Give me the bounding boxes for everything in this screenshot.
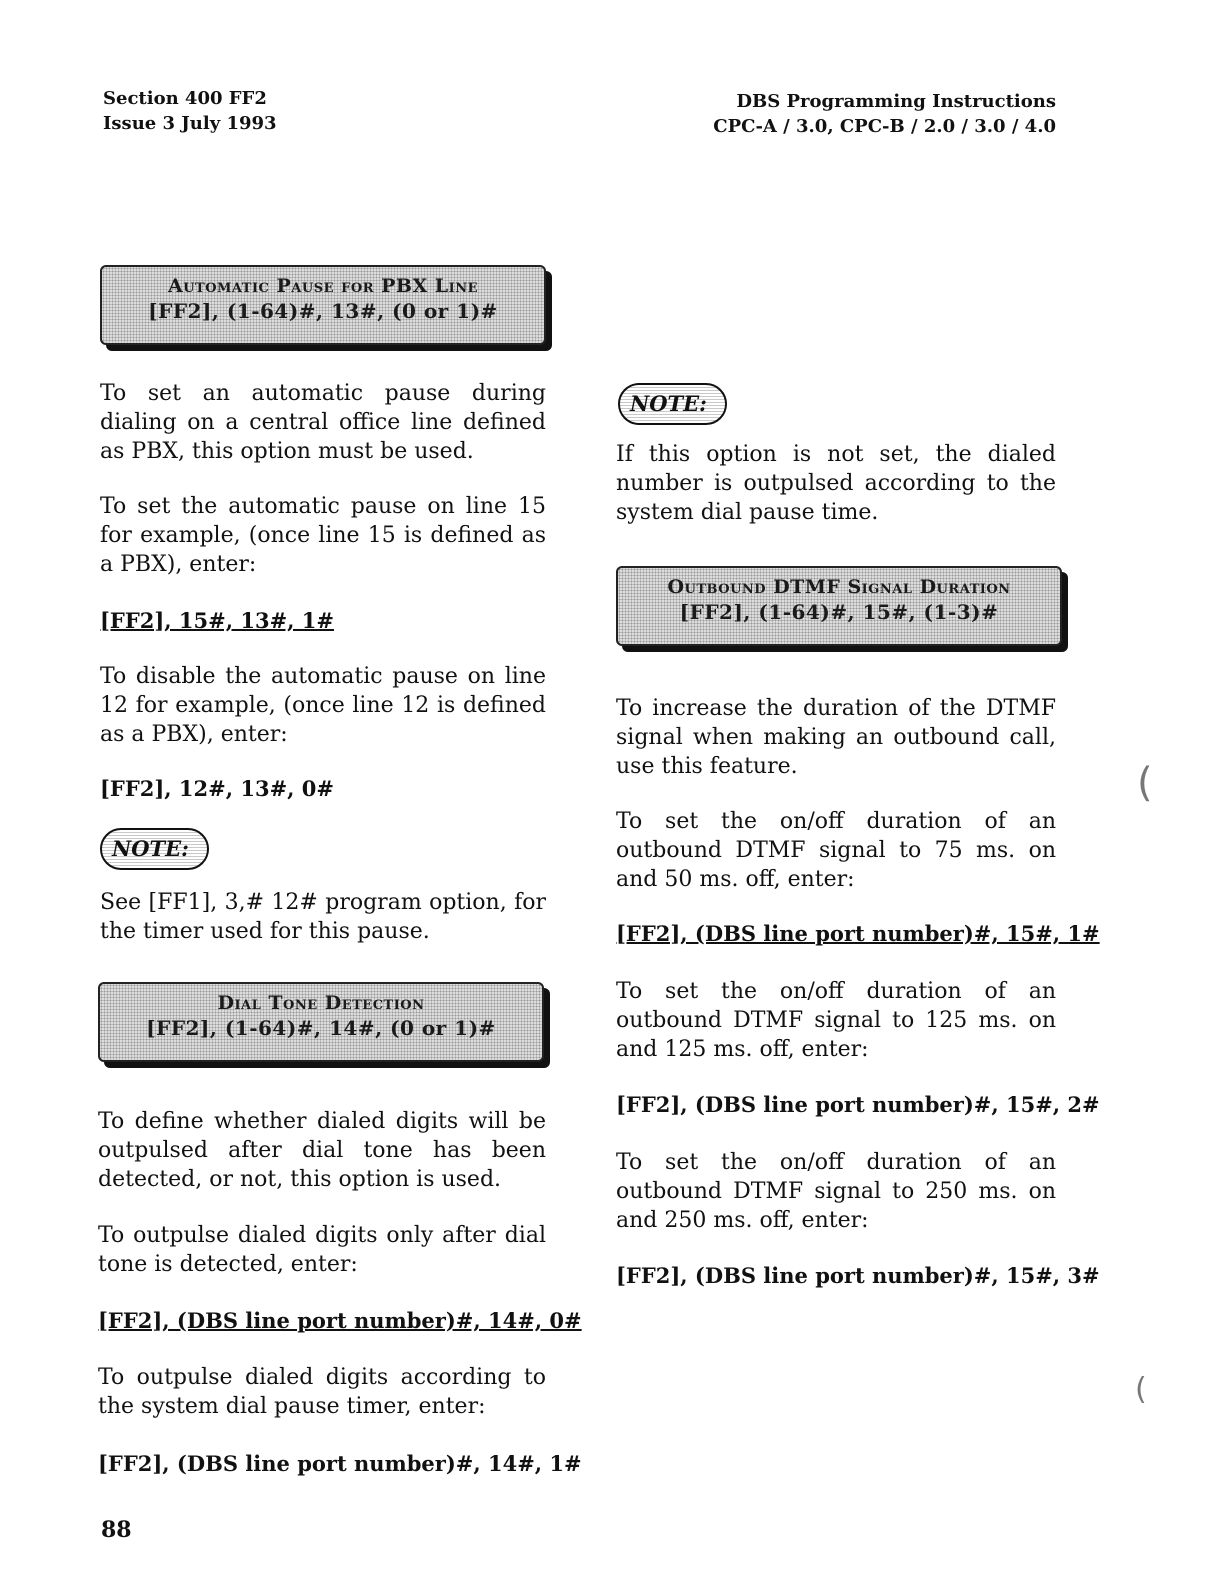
outbound-dtmf-heading-box (616, 566, 1062, 646)
automatic-pause-heading-box (100, 265, 546, 345)
paragraph: To outpulse dialed digits according to the system dial pause timer, enter: (98, 1365, 546, 1419)
header-right (713, 89, 1056, 139)
command-example: [FF2], (DBS line port number)#, 15#, 3# (616, 1263, 1100, 1288)
paragraph: To define whether dialed digits will be outpulsed after dial tone has been detected, or not, this option is used. (98, 1109, 546, 1192)
box-command: [FF2], (1-64)#, 15#, (1-3)# (679, 600, 999, 624)
paragraph: To disable the automatic pause on line 12 for example, (once line 12 is defined as a PBX), enter: (100, 664, 546, 747)
paragraph: To set the on/off duration of an outbound DTMF signal to 250 ms. on and 250 ms. off, enter: (616, 1150, 1056, 1233)
command-example: [FF2], (DBS line port number)#, 14#, 0# (98, 1308, 582, 1333)
box-title: Automatic Pause for PBX Line (167, 275, 479, 297)
box-command: [FF2], (1-64)#, 14#, (0 or 1)# (146, 1016, 496, 1040)
paragraph: To set an automatic pause during dialing on a central office line defined as PBX, this option must be used. (100, 381, 546, 464)
box-title: Dial Tone Detection (217, 992, 425, 1014)
command-example: [FF2], (DBS line port number)#, 15#, 1# (616, 921, 1100, 946)
paragraph: To outpulse dialed digits only after dial tone is detected, enter: (98, 1223, 546, 1277)
box-title: Outbound DTMF Signal Duration (667, 576, 1011, 598)
binder-hole-mark: ( (1135, 1372, 1147, 1407)
box-command: [FF2], (1-64)#, 13#, (0 or 1)# (148, 299, 498, 323)
binder-hole-mark: ( (1137, 760, 1153, 806)
note-badge: NOTE: (100, 828, 209, 870)
section-label: Section 400 FF2 (103, 88, 267, 109)
paragraph: To set the on/off duration of an outbound DTMF signal to 75 ms. on and 50 ms. off, enter: (616, 809, 1056, 892)
command-example: [FF2], (DBS line port number)#, 14#, 1# (98, 1451, 582, 1476)
paragraph: See [FF1], 3,# 12# program option, for the timer used for this pause. (100, 890, 546, 944)
command-example: [FF2], (DBS line port number)#, 15#, 2# (616, 1092, 1100, 1117)
paragraph: To increase the duration of the DTMF signal when making an outbound call, use this feature. (616, 696, 1056, 779)
command-example: [FF2], 12#, 13#, 0# (100, 776, 335, 801)
paragraph: To set the on/off duration of an outbound DTMF signal to 125 ms. on and 125 ms. off, enter: (616, 979, 1056, 1062)
version-info: CPC-A / 3.0, CPC-B / 2.0 / 3.0 / 4.0 (713, 116, 1056, 137)
command-example: [FF2], 15#, 13#, 1# (100, 608, 335, 633)
note-badge: NOTE: (618, 383, 727, 425)
issue-date: Issue 3 July 1993 (103, 113, 277, 134)
dial-tone-detection-heading-box (98, 982, 544, 1062)
document-title: DBS Programming Instructions (736, 91, 1056, 112)
page-number: 88 (101, 1517, 132, 1543)
header-left (103, 86, 277, 136)
paragraph: If this option is not set, the dialed number is outpulsed according to the system dial pause time. (616, 442, 1056, 525)
paragraph: To set the automatic pause on line 15 for example, (once line 15 is defined as a PBX), enter: (100, 494, 546, 577)
